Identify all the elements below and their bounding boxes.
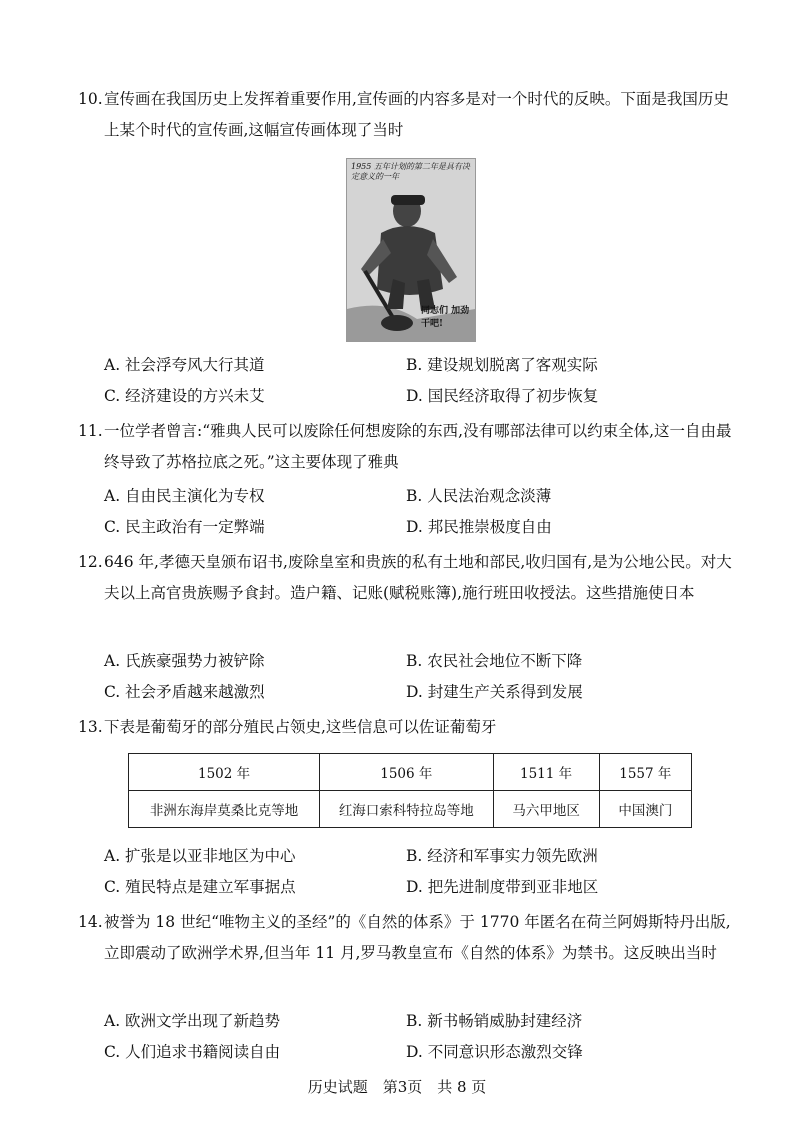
table-cell: 1502 年 [129, 754, 320, 791]
option-a: A. 自由民主演化为专权 [104, 487, 265, 505]
option-c: C. 人们追求书籍阅读自由 [104, 1043, 281, 1061]
option-b: B. 新书畅销威胁封建经济 [406, 1012, 583, 1030]
poster-top-text: 1955 五年计划的第二年是具有决定意义的一年 [351, 162, 470, 181]
page-footer: 历史试题 第3页 共 8 页 [307, 1078, 487, 1096]
option-c: C. 经济建设的方兴未艾 [104, 387, 265, 405]
table-cell: 1506 年 [320, 754, 493, 791]
question-11-options [104, 481, 714, 543]
option-b: B. 农民社会地位不断下降 [406, 652, 583, 670]
table-row [129, 754, 692, 791]
table-cell: 1557 年 [599, 754, 691, 791]
question-number: 10. [78, 90, 103, 108]
question-10-options [104, 350, 714, 412]
question-11-stem [78, 416, 744, 478]
poster-bottom-text: 同志们 加劲干吧! [421, 306, 470, 329]
colonial-history-table [128, 753, 692, 828]
option-a: A. 氏族豪强势力被铲除 [104, 652, 265, 670]
question-12-stem [78, 547, 744, 609]
option-a: A. 社会浮夸风大行其道 [104, 356, 265, 374]
question-number: 14. [78, 913, 103, 931]
table-cell: 非洲东海岸莫桑比克等地 [129, 791, 320, 828]
question-12-options [104, 646, 714, 708]
option-a: A. 扩张是以亚非地区为中心 [104, 847, 296, 865]
option-b: B. 经济和军事实力领先欧洲 [406, 847, 598, 865]
propaganda-poster-image [346, 158, 476, 342]
question-13-stem [78, 712, 744, 743]
option-d: D. 把先进制度带到亚非地区 [406, 878, 599, 896]
option-c: C. 殖民特点是建立军事据点 [104, 878, 296, 896]
question-number: 11. [78, 422, 103, 440]
question-text: 宣传画在我国历史上发挥着重要作用,宣传画的内容多是对一个时代的反映。下面是我国历史上某个时代的宣传画,这幅宣传画体现了当时 [104, 90, 729, 139]
option-d: D. 国民经济取得了初步恢复 [406, 387, 599, 405]
question-14-stem [78, 907, 744, 969]
question-number: 13. [78, 718, 103, 736]
question-text: 一位学者曾言:“雅典人民可以废除任何想废除的东西,没有哪部法律可以约束全体,这一自由最终导致了苏格拉底之死。”这主要体现了雅典 [104, 422, 732, 471]
option-b: B. 建设规划脱离了客观实际 [406, 356, 598, 374]
option-d: D. 封建生产关系得到发展 [406, 683, 583, 701]
question-14-options [104, 1006, 714, 1068]
option-c: C. 民主政治有一定弊端 [104, 518, 265, 536]
table-cell: 马六甲地区 [493, 791, 599, 828]
question-10-stem [78, 84, 744, 146]
table-cell: 红海口索科特拉岛等地 [320, 791, 493, 828]
table-row [129, 791, 692, 828]
option-a: A. 欧洲文学出现了新趋势 [104, 1012, 281, 1030]
option-d: D. 邦民推崇极度自由 [406, 518, 552, 536]
option-c: C. 社会矛盾越来越激烈 [104, 683, 265, 701]
question-text: 被誉为 18 世纪“唯物主义的圣经”的《自然的体系》于 1770 年匿名在荷兰阿姆斯特丹出版,立即震动了欧洲学术界,但当年 11 月,罗马教皇宣布《自然的体系》为禁书。这反映出当时 [104, 913, 731, 962]
option-d: D. 不同意识形态激烈交锋 [406, 1043, 583, 1061]
table-cell: 中国澳门 [599, 791, 691, 828]
question-13-options [104, 841, 714, 903]
question-text: 下表是葡萄牙的部分殖民占领史,这些信息可以佐证葡萄牙 [104, 718, 497, 736]
question-text: 646 年,孝德天皇颁布诏书,废除皇室和贵族的私有土地和部民,收归国有,是为公地公民。对大夫以上高官贵族赐予食封。造户籍、记账(赋税账簿),施行班田收授法。这些措施使日本 [104, 553, 732, 602]
table-cell: 1511 年 [493, 754, 599, 791]
question-number: 12. [78, 553, 103, 571]
option-b: B. 人民法治观念淡薄 [406, 487, 552, 505]
